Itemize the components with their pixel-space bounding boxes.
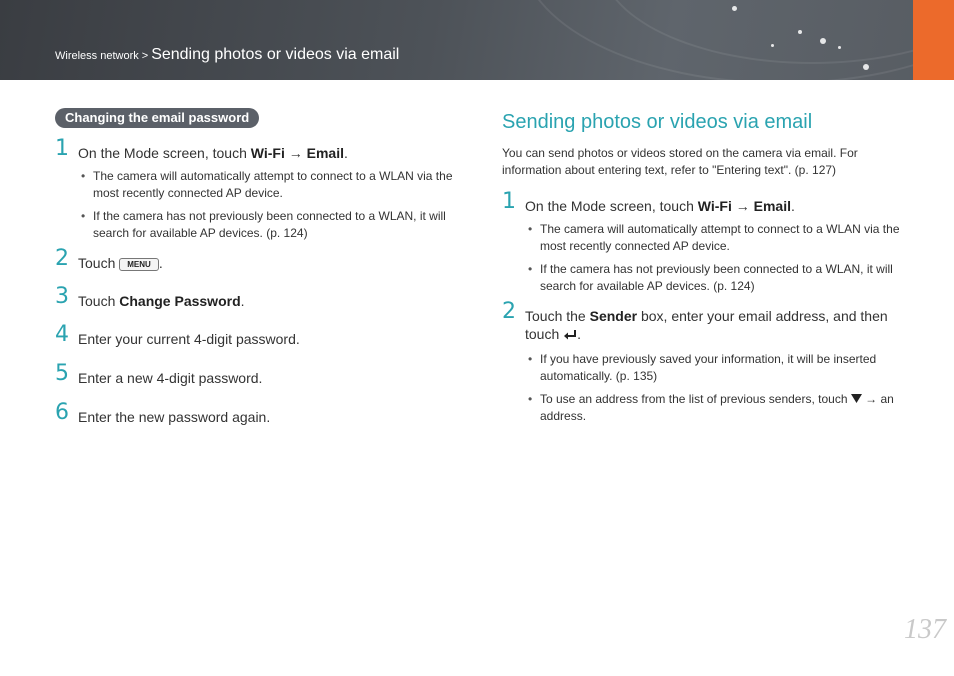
step-text: Enter the new password again. — [78, 409, 271, 425]
section-title: Sending photos or videos via email — [502, 111, 813, 133]
step-number: 5 — [55, 361, 69, 386]
bullet-item — [525, 391, 907, 425]
left-column — [55, 108, 465, 426]
header-sparkle — [771, 44, 774, 47]
step-text: On the Mode screen, touch — [525, 198, 698, 214]
step-6 — [55, 400, 465, 426]
header-sparkle — [732, 6, 737, 11]
step-5 — [55, 361, 465, 387]
bullet-item: • If the camera has not previously been connected to a WLAN, it will search for available AP devices. (p. 124) — [78, 208, 465, 242]
step-number: 2 — [55, 246, 69, 271]
email-label: Email — [753, 198, 791, 214]
wifi-label: Wi-Fi — [697, 198, 732, 214]
enter-icon — [563, 327, 577, 345]
header-sparkle — [863, 64, 869, 70]
breadcrumb — [55, 46, 399, 64]
intro-paragraph: You can send photos or videos stored on the camera via email. For information about entering text, refer to "Entering text". (p. 127) — [502, 146, 858, 177]
step-2 — [55, 246, 465, 272]
bullet-item: • If you have previously saved your information, it will be inserted automatically. (p. 135) — [525, 351, 907, 385]
dropdown-arrow-icon — [851, 391, 862, 408]
step-text: Touch — [78, 255, 120, 271]
step-text: On the Mode screen, touch — [78, 145, 251, 161]
step-text: Touch the — [525, 308, 590, 324]
change-password-label: Change Password — [119, 293, 241, 309]
step-text: . — [240, 293, 245, 309]
step-text: . — [344, 145, 348, 161]
arrow: → — [731, 198, 754, 214]
step-1 — [502, 189, 907, 295]
step-number: 4 — [55, 322, 69, 347]
breadcrumb-current: Sending photos or videos via email — [151, 46, 400, 63]
bullet-list — [78, 168, 465, 242]
header-sparkle — [798, 30, 802, 34]
step-text: Enter a new 4-digit password. — [78, 370, 263, 386]
step-number: 1 — [55, 136, 69, 161]
right-column — [502, 108, 907, 431]
step-text: Touch — [78, 293, 120, 309]
step-text: box, enter your email address, and then touch — [525, 308, 888, 342]
bullet-item: • If the camera has not previously been connected to a WLAN, it will search for available AP devices. (p. 124) — [525, 261, 907, 295]
menu-button-icon: MENU — [119, 258, 159, 271]
bullet-text: → an address. — [540, 392, 894, 423]
chapter-tab — [913, 0, 954, 80]
bullet-list — [525, 351, 907, 425]
step-number: 6 — [55, 400, 69, 425]
page-number: 137 — [904, 614, 946, 645]
step-2 — [502, 299, 907, 425]
step-number: 2 — [502, 299, 516, 324]
wifi-label: Wi-Fi — [250, 145, 285, 161]
section-badge: Changing the email password — [55, 108, 259, 128]
header-sparkle — [820, 38, 826, 44]
email-label: Email — [306, 145, 344, 161]
arrow: → — [284, 145, 307, 161]
page-header — [0, 0, 954, 80]
step-text: . — [577, 326, 582, 342]
sender-label: Sender — [589, 308, 638, 324]
step-text: . — [791, 198, 795, 214]
bullet-item: • The camera will automatically attempt to connect to a WLAN via the most recently connected AP device. — [78, 168, 465, 202]
breadcrumb-parent[interactable]: Wireless network — [55, 50, 139, 62]
step-number: 3 — [55, 284, 69, 309]
step-4 — [55, 322, 465, 348]
bullet-list — [525, 221, 907, 295]
step-number: 1 — [502, 189, 516, 214]
step-text: Enter your current 4-digit password. — [78, 331, 300, 347]
bullet-text: To use an address from the list of previous senders, touch — [540, 392, 851, 406]
bullet-item: • The camera will automatically attempt to connect to a WLAN via the most recently connected AP device. — [525, 221, 907, 255]
header-sparkle — [838, 46, 841, 49]
step-3 — [55, 284, 465, 310]
step-1 — [55, 136, 465, 242]
breadcrumb-separator: > — [141, 50, 149, 62]
step-text: . — [158, 255, 163, 271]
